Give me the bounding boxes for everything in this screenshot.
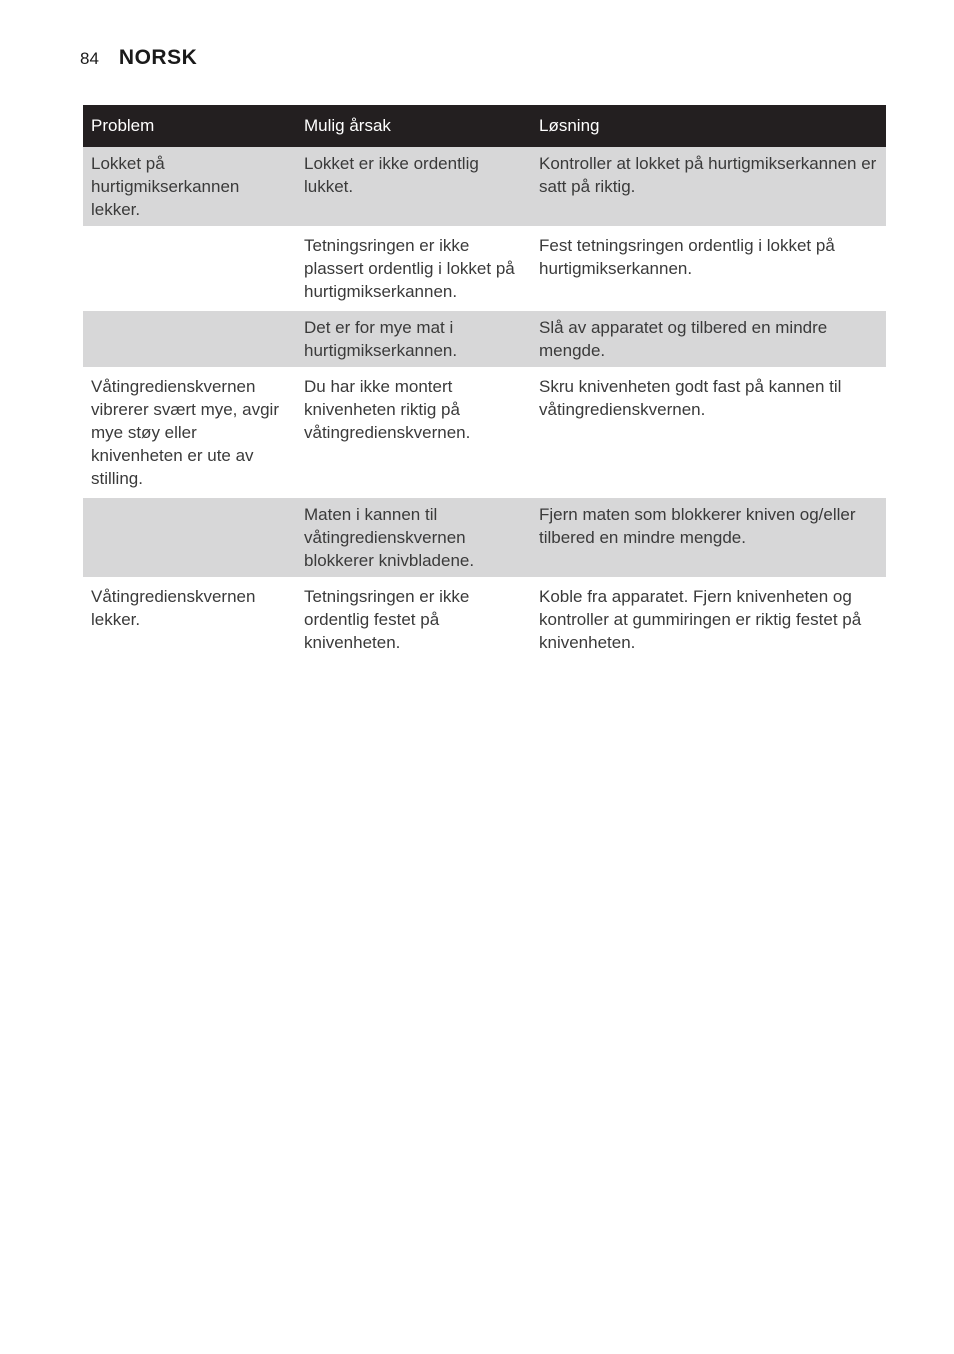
solution-cell: Skru knivenheten godt fast på kannen til våtingredienskvernen. <box>531 369 886 497</box>
column-header-solution: Løsning <box>531 105 886 147</box>
problem-cell: Våtingredienskvernen lekker. <box>83 579 296 660</box>
solution-cell: Koble fra apparatet. Fjern knivenheten og kontroller at gummiringen er riktig festet på knivenheten. <box>531 579 886 660</box>
problem-cell <box>83 497 296 579</box>
table-row <box>83 579 886 660</box>
table-row <box>83 369 886 497</box>
problem-cell <box>83 310 296 369</box>
cause-cell: Tetningsringen er ikke ordentlig festet på knivenheten. <box>296 579 531 660</box>
cause-cell: Tetningsringen er ikke plassert ordentlig i lokket på hurtigmikserkannen. <box>296 228 531 310</box>
problem-cell: Våtingredienskvernen vibrerer svært mye, avgir mye støy eller knivenheten er ute av stilling. <box>83 369 296 497</box>
column-header-cause: Mulig årsak <box>296 105 531 147</box>
page-header <box>80 46 197 70</box>
cause-cell: Du har ikke montert knivenheten riktig på våtingredienskvernen. <box>296 369 531 497</box>
solution-cell: Slå av apparatet og tilbered en mindre mengde. <box>531 310 886 369</box>
table-row <box>83 228 886 310</box>
page-number: 84 <box>80 49 99 68</box>
problem-cell <box>83 228 296 310</box>
solution-cell: Fjern maten som blokkerer kniven og/eller tilbered en mindre mengde. <box>531 497 886 579</box>
troubleshooting-table <box>83 105 886 659</box>
table-row <box>83 310 886 369</box>
solution-cell: Fest tetningsringen ordentlig i lokket på hurtigmikserkannen. <box>531 228 886 310</box>
column-header-problem: Problem <box>83 105 296 147</box>
table-header-row <box>83 105 886 147</box>
section-title: NORSK <box>118 46 198 69</box>
cause-cell: Det er for mye mat i hurtigmikserkannen. <box>296 310 531 369</box>
problem-cell: Lokket på hurtigmikserkannen lekker. <box>83 147 296 228</box>
table-row <box>83 147 886 228</box>
cause-cell: Lokket er ikke ordentlig lukket. <box>296 147 531 228</box>
troubleshooting-table-container <box>83 105 886 659</box>
table-row <box>83 497 886 579</box>
cause-cell: Maten i kannen til våtingredienskvernen blokkerer knivbladene. <box>296 497 531 579</box>
solution-cell: Kontroller at lokket på hurtigmikserkannen er satt på riktig. <box>531 147 886 228</box>
